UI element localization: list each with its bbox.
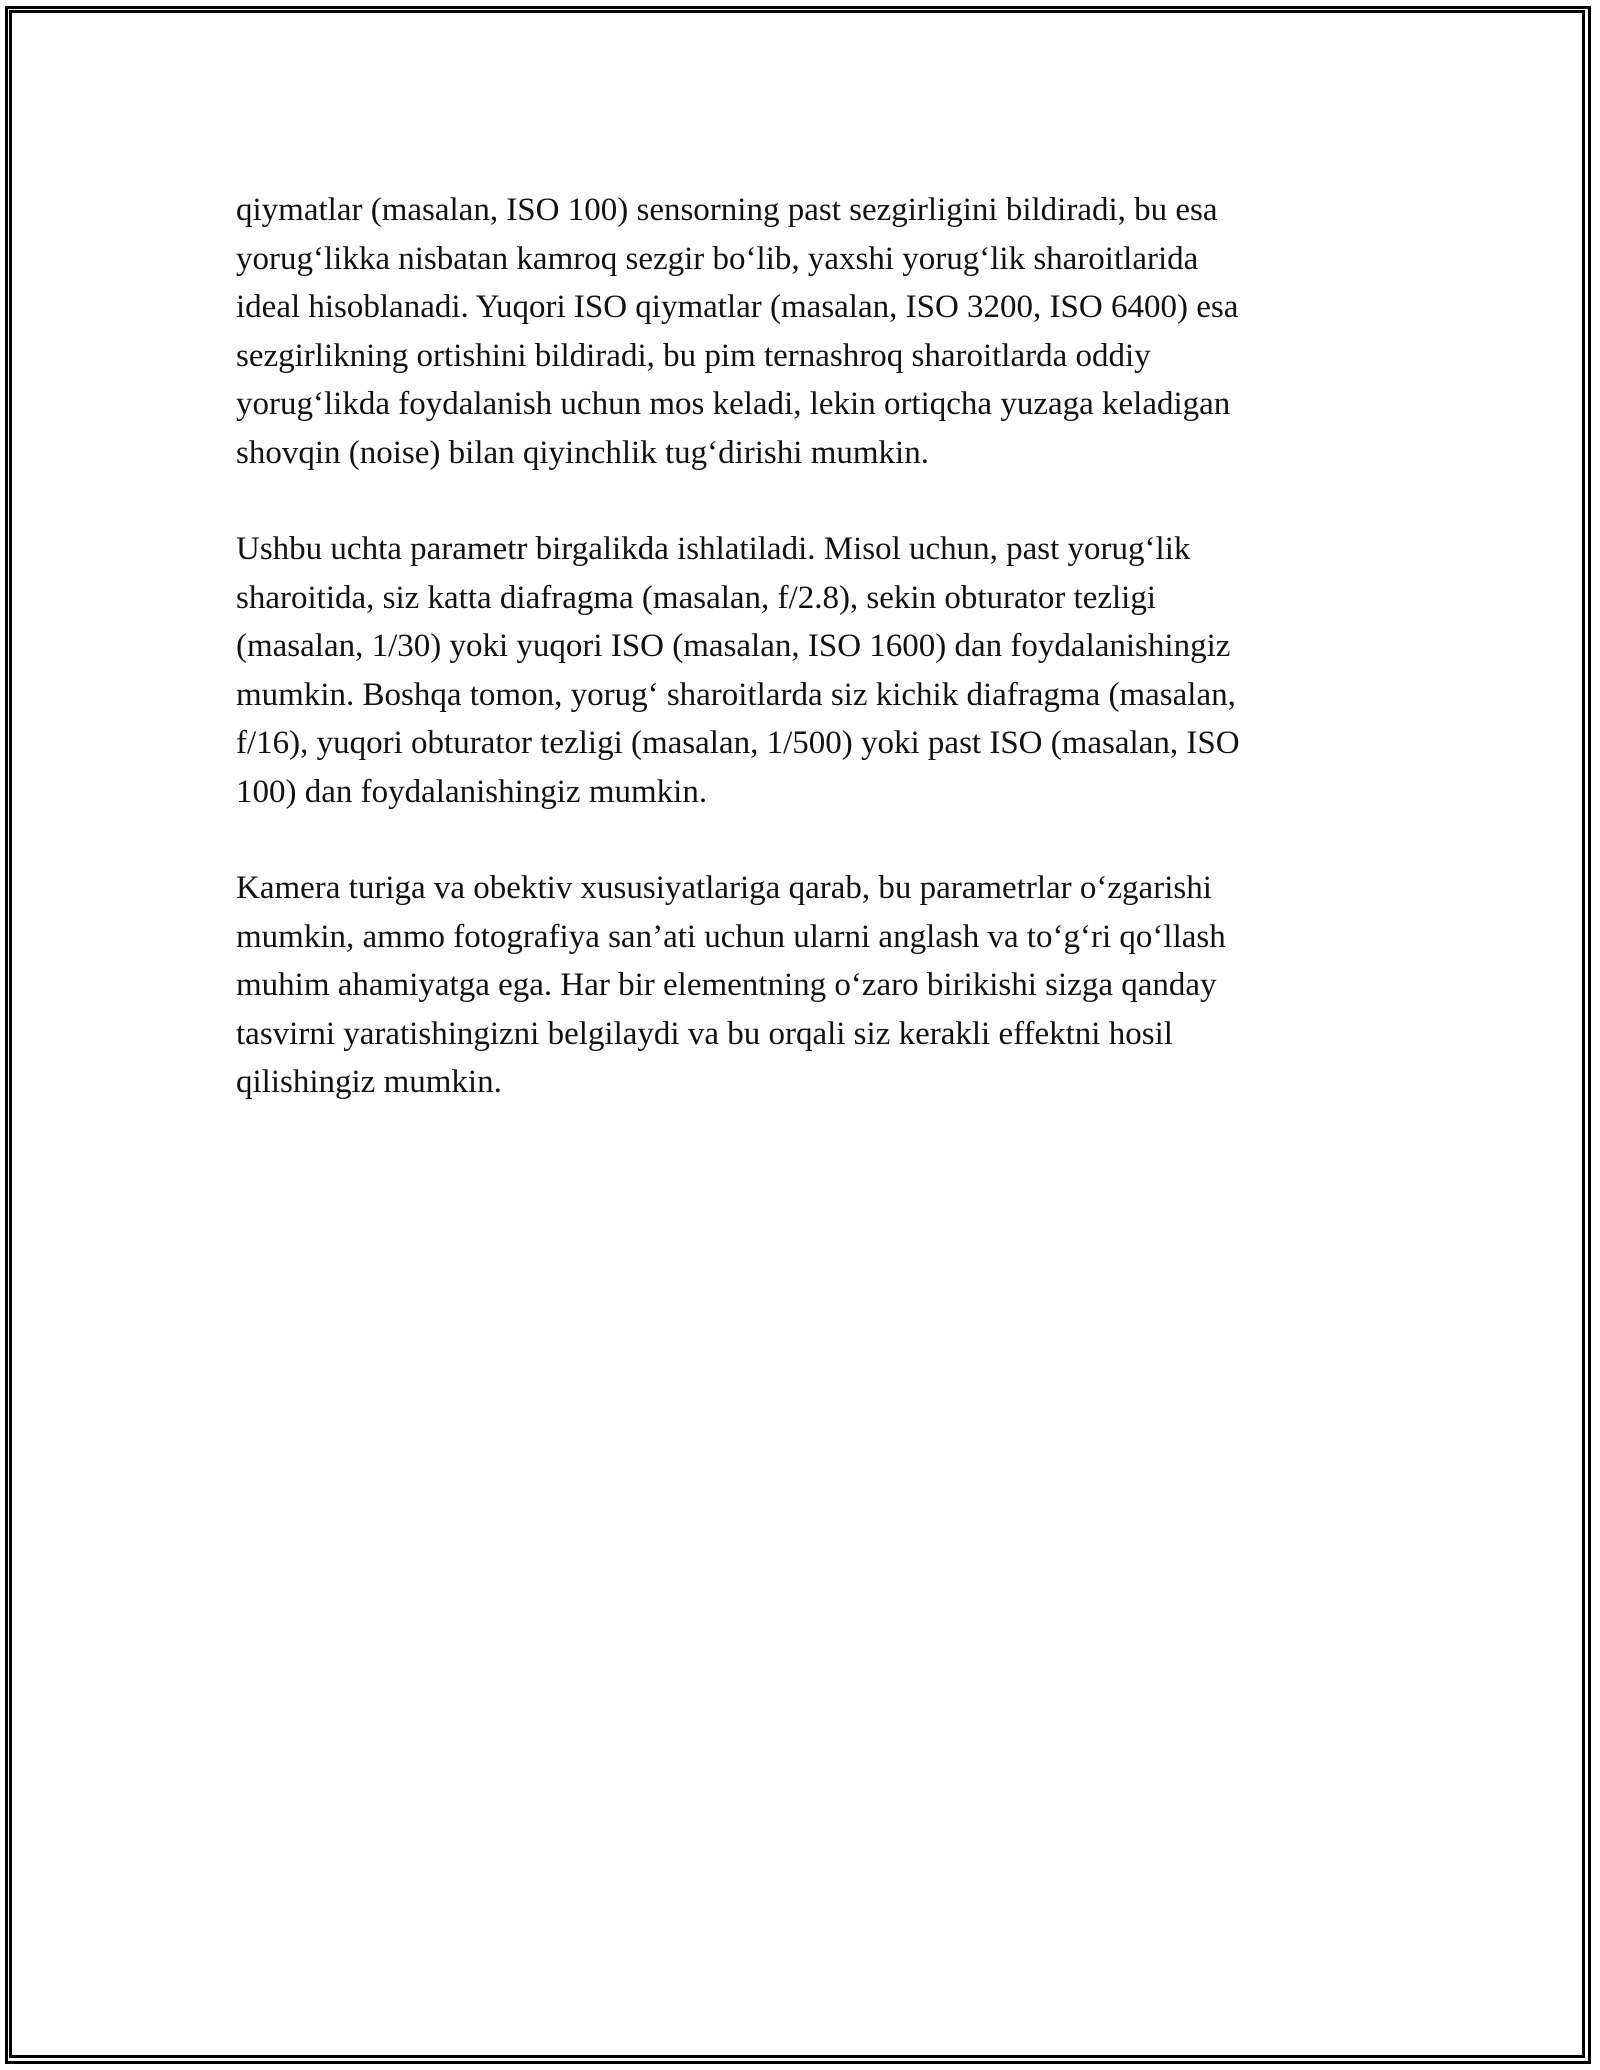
paragraph-iso-sensitivity: qiymatlar (masalan, ISO 100) sensorning past sezgirligini bildiradi, bu esa yorug‘likka nisbatan kamroq sezgir bo‘lib, yaxshi yorug‘lik sharoitlarida ideal hisoblanadi. Yuqori ISO qiymatlar (masalan, ISO 3200, ISO 6400) esa sezgirlikning ortishini bildiradi, bu pim ternashroq sharoitlarda oddiy yorug‘likda foydalanish uchun mos keladi, lekin ortiqcha yuzaga keladigan shovqin (noise) bilan qiyinchlik tug‘dirishi mumkin.: [236, 192, 1239, 471]
paragraph-parameters-combined: Ushbu uchta parametr birgalikda ishlatiladi. Misol uchun, past yorug‘lik sharoitida, siz katta diafragma (masalan, f/2.8), sekin obturator tezligi (masalan, 1/30) yoki yuqori ISO (masalan, ISO 1600) dan foydalanishingiz mumkin. Boshqa tomon, yorug‘ sharoitlarda siz kichik diafragma (masalan, f/16), yuqori obturator tezligi (masalan, 1/500) yoki past ISO (masalan, ISO 100) dan foydalanishingiz mumkin.: [236, 531, 1240, 810]
document-body: [236, 186, 1366, 1155]
paragraph-camera-type: Kamera turiga va obektiv xususiyatlariga qarab, bu parametrlar o‘zgarishi mumkin, ammo fotografiya san’ati uchun ularni anglash va to‘g‘ri qo‘llash muhim ahamiyatga ega. Har bir elementning o‘zaro birikishi sizga qanday tasvirni yaratishingizni belgilaydi va bu orqali siz kerakli effektni hosil qilishingiz mumkin.: [236, 870, 1226, 1100]
